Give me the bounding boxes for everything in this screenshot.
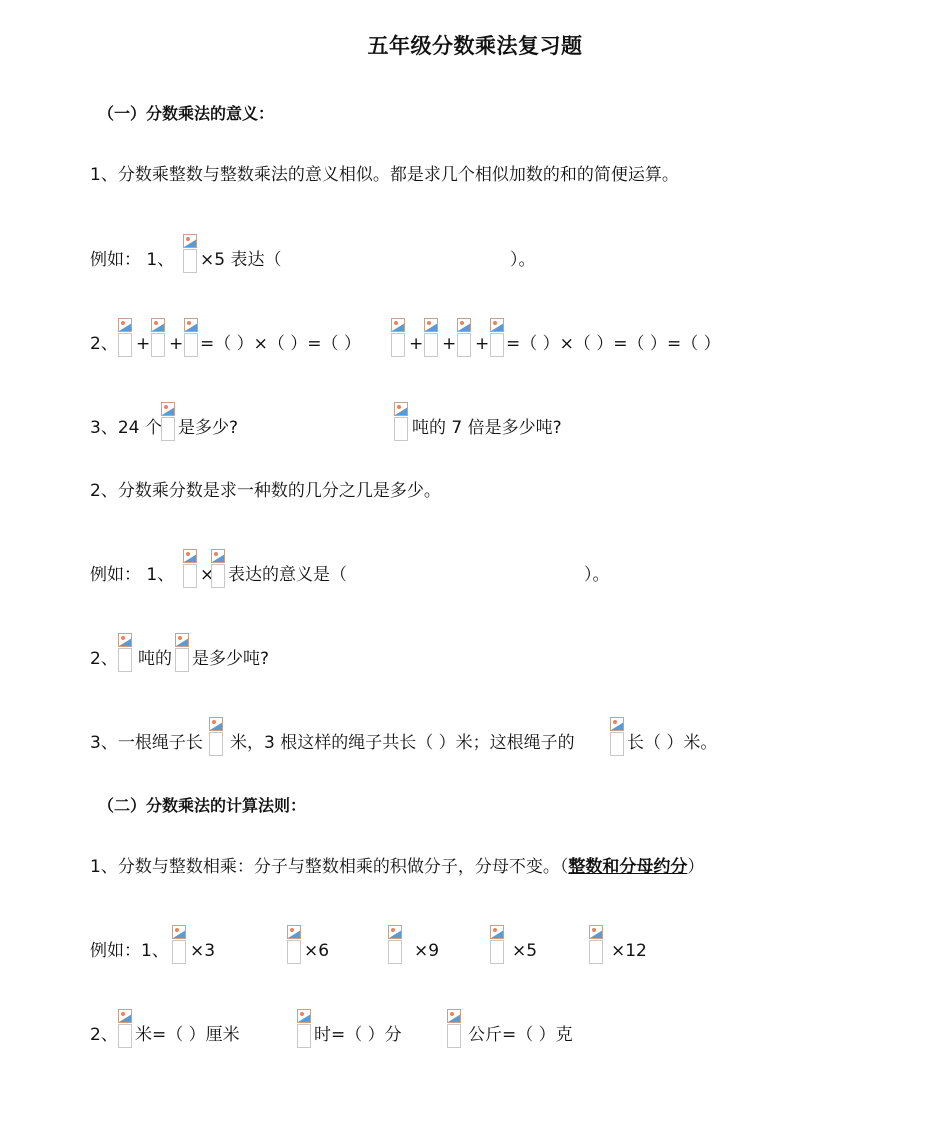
example-text: 米，3 根这样的绳子共长（ ）米；这根绳子的 bbox=[230, 733, 575, 753]
plus-sign: + bbox=[136, 334, 151, 354]
plus-sign: + bbox=[442, 334, 457, 354]
fraction-image bbox=[172, 925, 187, 965]
fraction-image bbox=[118, 633, 133, 673]
fraction-image bbox=[183, 549, 198, 589]
fraction-image bbox=[610, 717, 625, 757]
example-text: 长（ ）米。 bbox=[627, 733, 718, 753]
example-text: 吨的 7 倍是多少吨? bbox=[412, 418, 562, 438]
equation-text: =（ ）×（ ）=（ ）=（ ） bbox=[506, 334, 721, 354]
example-row-3 bbox=[90, 414, 690, 442]
example-text: 是多少? bbox=[178, 418, 239, 438]
fraction-image bbox=[391, 318, 406, 358]
example-row-6 bbox=[90, 729, 810, 757]
fraction-image bbox=[161, 402, 176, 442]
times-sign: × bbox=[200, 565, 215, 585]
example-row-8 bbox=[90, 1021, 690, 1049]
paragraph-rule bbox=[90, 853, 850, 881]
example-row-2 bbox=[90, 330, 850, 358]
example-label: 例如： 1、 bbox=[90, 565, 175, 585]
example-label: 3、一根绳子长 bbox=[90, 733, 203, 753]
example-row-1 bbox=[90, 246, 790, 274]
example-row-7 bbox=[90, 937, 690, 965]
fraction-image bbox=[287, 925, 302, 965]
rule-text: 1、分数与整数相乘：分子与整数相乘的积做分子，分母不变。（ bbox=[90, 857, 569, 877]
fraction-image bbox=[490, 318, 505, 358]
example-text: 表达的意义是（ bbox=[228, 565, 347, 585]
example-label: 例如：1、 bbox=[90, 941, 169, 961]
multiply-text: ×3 bbox=[190, 941, 216, 961]
equation-text: =（ ）×（ ）=（ ） bbox=[200, 334, 361, 354]
fraction-image bbox=[424, 318, 439, 358]
rule-emphasis: 整数和分母约分 bbox=[568, 857, 688, 877]
fraction-image bbox=[151, 318, 166, 358]
page-title: 五年级分数乘法复习题 bbox=[367, 34, 583, 58]
fraction-image bbox=[457, 318, 472, 358]
example-label: 3、24 个 bbox=[90, 418, 162, 438]
example-label: 例如： 1、 bbox=[90, 250, 175, 270]
fraction-image bbox=[297, 1009, 312, 1049]
example-text: ×5 表达（ bbox=[200, 250, 282, 270]
example-text: 吨的 bbox=[138, 649, 172, 669]
rule-text-end: ） bbox=[687, 857, 705, 877]
example-label: 2、 bbox=[90, 334, 118, 354]
fraction-image bbox=[118, 318, 133, 358]
example-text-end: ）。 bbox=[510, 250, 536, 270]
example-label: 2、 bbox=[90, 1025, 118, 1045]
multiply-text: ×9 bbox=[414, 941, 440, 961]
fraction-image bbox=[447, 1009, 462, 1049]
paragraph-fraction-times-fraction: 2、分数乘分数是求一种数的几分之几是多少。 bbox=[90, 481, 441, 501]
example-text-end: ）。 bbox=[584, 565, 610, 585]
example-text: 是多少吨? bbox=[192, 649, 270, 669]
fraction-image bbox=[183, 234, 198, 274]
unit-conversion: 时=（ ）分 bbox=[314, 1025, 402, 1045]
example-label: 2、 bbox=[90, 649, 118, 669]
unit-conversion: 米=（ ）厘米 bbox=[135, 1025, 240, 1045]
plus-sign: + bbox=[475, 334, 490, 354]
example-row-5 bbox=[90, 645, 390, 673]
fraction-image bbox=[211, 549, 226, 589]
multiply-text: ×6 bbox=[304, 941, 330, 961]
section-heading-rules: （二）分数乘法的计算法则： bbox=[98, 796, 307, 815]
fraction-image bbox=[388, 925, 403, 965]
section-heading-meaning: （一）分数乘法的意义： bbox=[98, 104, 275, 123]
fraction-image bbox=[118, 1009, 133, 1049]
fraction-image bbox=[184, 318, 199, 358]
fraction-image bbox=[394, 402, 409, 442]
multiply-text: ×5 bbox=[512, 941, 538, 961]
multiply-text: ×12 bbox=[611, 941, 647, 961]
plus-sign: + bbox=[169, 334, 184, 354]
example-row-4 bbox=[90, 561, 730, 589]
plus-sign: + bbox=[409, 334, 424, 354]
fraction-image bbox=[490, 925, 505, 965]
fraction-image bbox=[175, 633, 190, 673]
fraction-image bbox=[209, 717, 224, 757]
paragraph-fraction-times-integer: 1、分数乘整数与整数乘法的意义相似。都是求几个相似加数的和的简便运算。 bbox=[90, 165, 679, 185]
fraction-image bbox=[589, 925, 604, 965]
unit-conversion: 公斤=（ ）克 bbox=[468, 1025, 573, 1045]
